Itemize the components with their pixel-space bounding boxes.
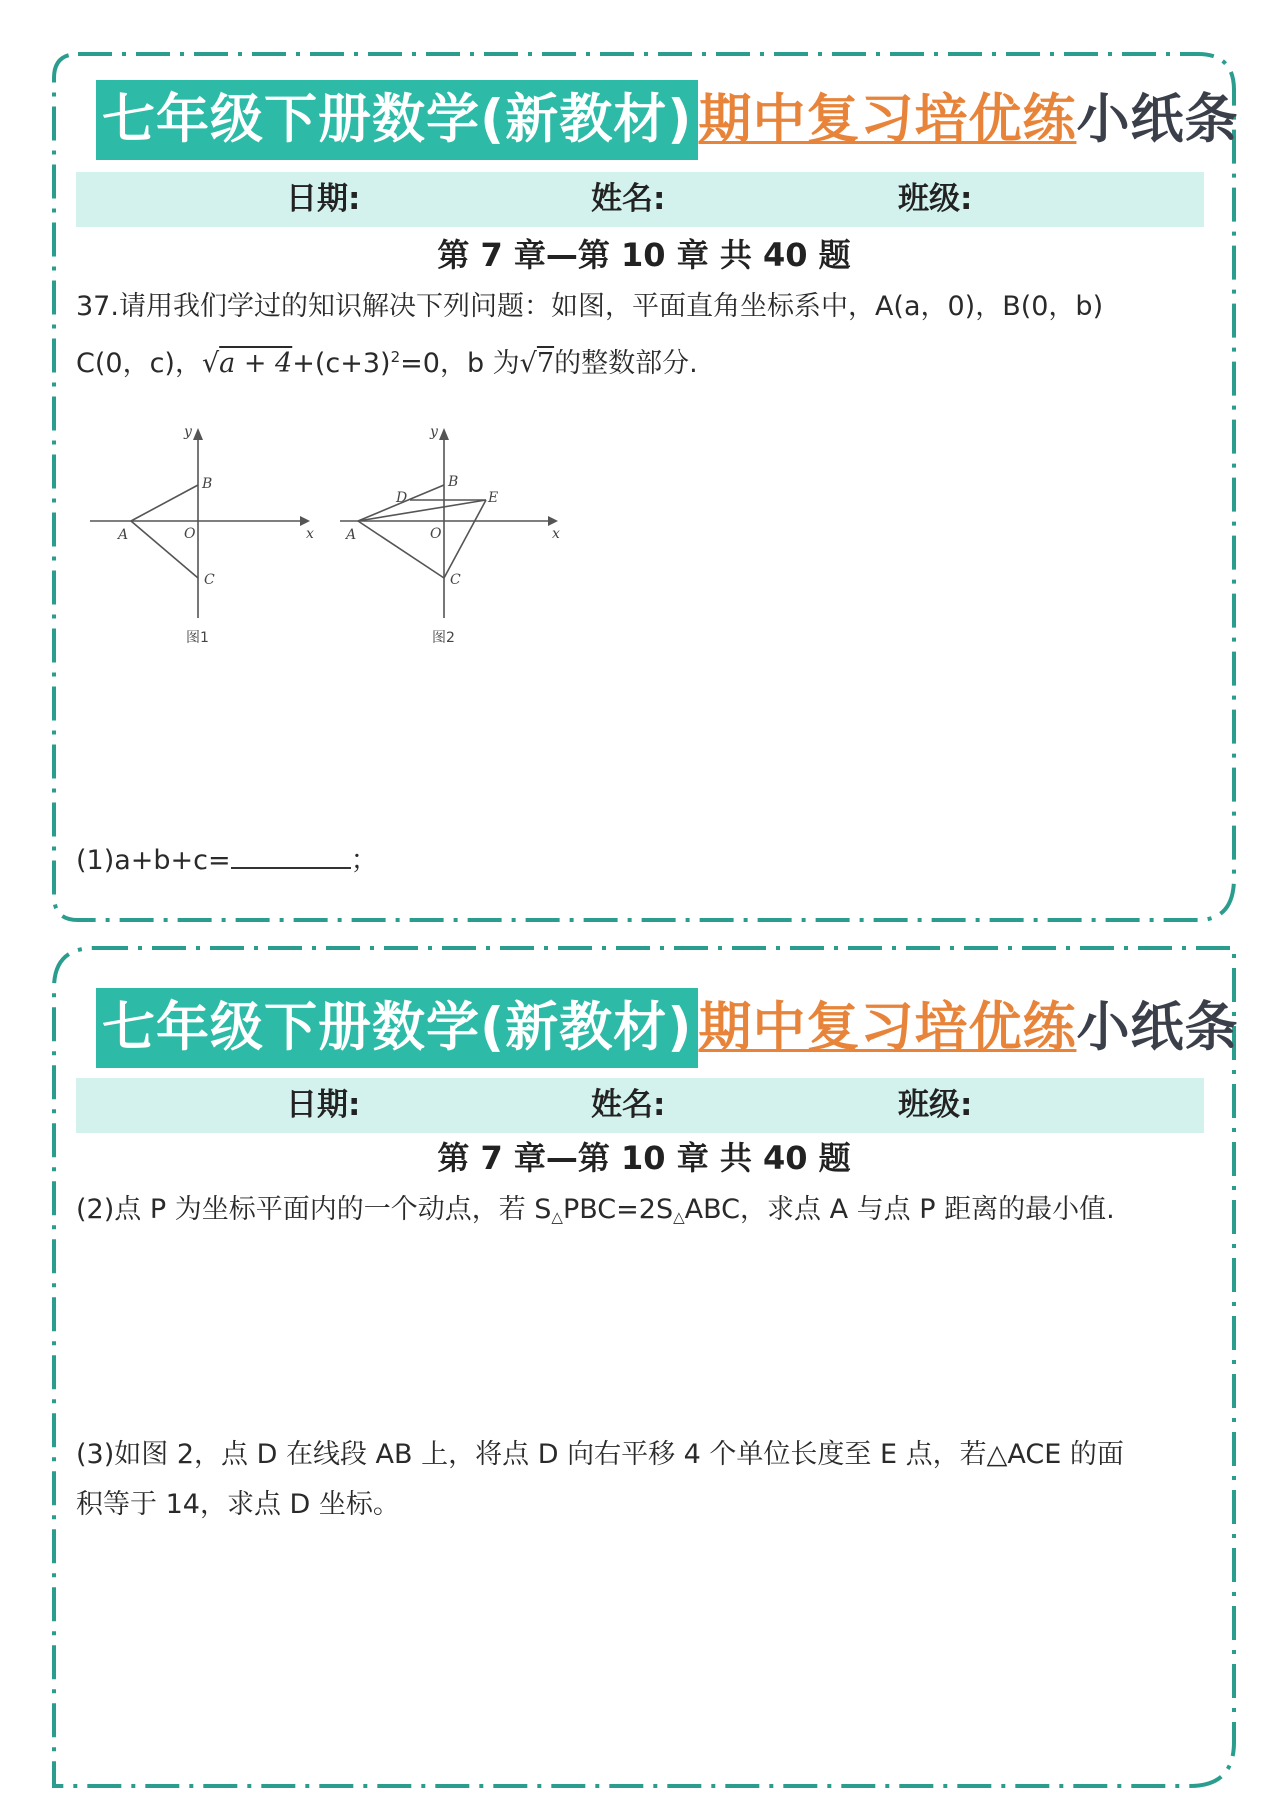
part-3 bbox=[76, 1430, 1216, 1530]
part-1-suffix: ； bbox=[350, 845, 378, 876]
fig2-label-B: B bbox=[448, 474, 459, 490]
q-text-c3: +(c+3) bbox=[292, 348, 391, 379]
info-bar bbox=[76, 172, 1204, 227]
fig1-label-B: B bbox=[202, 476, 213, 492]
part-2 bbox=[76, 1185, 1216, 1242]
fig2-label-x: x bbox=[552, 526, 560, 542]
part-1-prefix: (1)a+b+c= bbox=[76, 845, 231, 876]
date-label: 日期: bbox=[286, 1087, 361, 1123]
fig1-label-C: C bbox=[204, 572, 215, 588]
fig1-label-A: A bbox=[118, 527, 129, 543]
title-topic: 期中复习培优练 bbox=[698, 997, 1077, 1058]
class-label: 班级: bbox=[898, 181, 973, 217]
worksheet-title bbox=[96, 988, 1238, 1068]
fig1-y-arrow bbox=[193, 428, 203, 440]
title-topic: 期中复习培优练 bbox=[698, 89, 1077, 150]
sqrt-a-plus-4: a + 4 bbox=[219, 348, 293, 379]
worksheet-card-1 bbox=[48, 48, 1240, 926]
exponent: 2 bbox=[390, 348, 401, 366]
answer-blank[interactable] bbox=[231, 841, 351, 869]
chapter-range: 第 7 章—第 10 章 共 40 题 bbox=[437, 1139, 851, 1177]
q-text-eq: =0，b 为 bbox=[400, 348, 520, 379]
fig2-label-A: A bbox=[346, 527, 357, 543]
title-grade: 七年级下册数学(新教材) bbox=[96, 988, 698, 1068]
q-text-c: C(0，c)， bbox=[76, 348, 202, 379]
fig2-label-y: y bbox=[430, 424, 438, 440]
dashed-border bbox=[48, 942, 1240, 1792]
fig2-label-E: E bbox=[488, 490, 499, 506]
triangle-subscript: △ bbox=[551, 1208, 563, 1226]
info-bar bbox=[76, 1078, 1204, 1133]
fig1-x-arrow bbox=[300, 516, 310, 526]
fig2-label-O: O bbox=[430, 526, 442, 542]
fig1-label-x: x bbox=[306, 526, 314, 542]
part-3-line-2: 积等于 14，求点 D 坐标。 bbox=[76, 1489, 400, 1520]
fig2-segment-AE bbox=[358, 500, 486, 521]
fig1-caption: 图1 bbox=[186, 630, 209, 646]
q-text-end: 的整数部分. bbox=[554, 348, 698, 379]
coordinate-figures bbox=[78, 418, 658, 678]
part-2-text-c: ABC，求点 A 与点 P 距离的最小值. bbox=[684, 1194, 1115, 1225]
sqrt-symbol: √ bbox=[201, 348, 220, 379]
part-3-line-1: (3)如图 2，点 D 在线段 AB 上，将点 D 向右平移 4 个单位长度至 E 点，若△ACE 的面 bbox=[76, 1439, 1124, 1470]
triangle-subscript: △ bbox=[673, 1208, 685, 1226]
sqrt-symbol-2: √ bbox=[519, 348, 537, 379]
question-line-2 bbox=[76, 332, 1216, 389]
question-line-1: 37.请用我们学过的知识解决下列问题：如图，平面直角坐标系中，A(a，0)，B(0，b) bbox=[76, 291, 1104, 322]
part-2-text-b: PBC=2S bbox=[562, 1194, 674, 1225]
fig2-x-arrow bbox=[548, 516, 558, 526]
class-label: 班级: bbox=[898, 1087, 973, 1123]
question-37 bbox=[76, 282, 1216, 389]
fig1-label-O: O bbox=[184, 526, 196, 542]
sqrt-7: 7 bbox=[536, 348, 555, 379]
worksheet-title bbox=[96, 80, 1238, 160]
title-suffix: 小纸条 bbox=[1076, 997, 1239, 1058]
fig2-label-D: D bbox=[396, 490, 408, 506]
fig2-label-C: C bbox=[450, 572, 461, 588]
title-grade: 七年级下册数学(新教材) bbox=[96, 80, 698, 160]
chapter-range: 第 7 章—第 10 章 共 40 题 bbox=[437, 236, 851, 274]
fig2-y-arrow bbox=[439, 428, 449, 440]
part-1 bbox=[76, 836, 1216, 886]
fig2-segment-CE bbox=[444, 500, 486, 578]
name-label: 姓名: bbox=[591, 1087, 666, 1123]
title-suffix: 小纸条 bbox=[1076, 89, 1239, 150]
date-label: 日期: bbox=[286, 181, 361, 217]
part-2-text-a: (2)点 P 为坐标平面内的一个动点，若 S bbox=[76, 1194, 552, 1225]
name-label: 姓名: bbox=[591, 181, 666, 217]
worksheet-card-2 bbox=[48, 942, 1240, 1792]
fig2-caption: 图2 bbox=[432, 630, 455, 646]
fig1-segment-AB bbox=[131, 485, 198, 521]
fig1-label-y: y bbox=[184, 424, 192, 440]
